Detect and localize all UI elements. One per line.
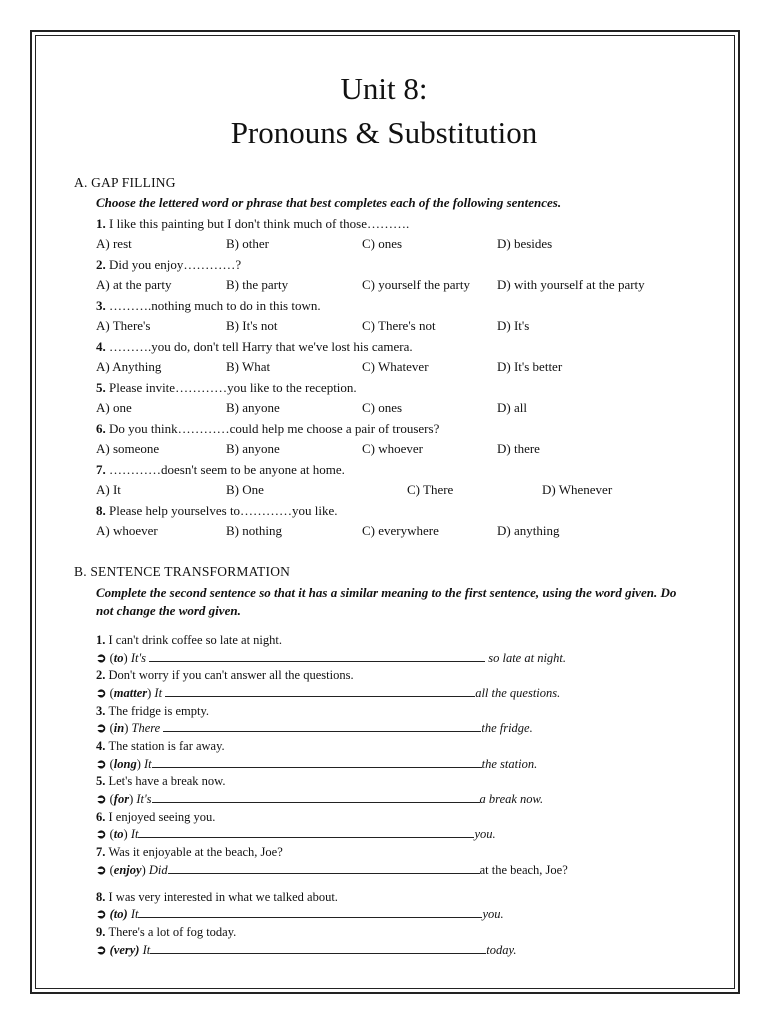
original-sentence-7: 7. Was it enjoyable at the beach, Joe? (96, 845, 283, 859)
question-6: 6. Do you think…………could help me choose a pair of trousers? (96, 421, 440, 436)
answer-blank[interactable] (138, 907, 482, 918)
arrow-icon: ➲ (96, 907, 107, 921)
answer-row-1: ➲ (to) It's so late at night. (96, 651, 567, 665)
section-a-heading: A. GAP FILLING (74, 175, 176, 190)
option-d[interactable]: D) all (497, 400, 527, 415)
option-d[interactable]: D) besides (497, 236, 553, 251)
answer-blank[interactable] (152, 792, 480, 803)
arrow-icon: ➲ (96, 651, 107, 665)
answer-blank[interactable] (150, 943, 486, 954)
answer-blank[interactable] (152, 757, 482, 768)
answer-row-7: ➲ (enjoy) Did at the beach, Joe? (96, 863, 568, 877)
option-b[interactable]: B) anyone (226, 400, 280, 415)
option-c[interactable]: C) whoever (362, 441, 424, 456)
arrow-icon: ➲ (96, 721, 107, 735)
arrow-icon: ➲ (96, 792, 107, 806)
option-c[interactable]: C) There's not (362, 318, 436, 333)
option-b[interactable]: B) nothing (226, 523, 282, 538)
question-8: 8. Please help yourselves to…………you like. (96, 503, 338, 518)
options-5 (96, 400, 696, 416)
answer-blank[interactable] (168, 863, 480, 874)
option-a[interactable]: A) It (96, 482, 121, 497)
unit-title: Unit 8: (340, 71, 428, 106)
option-b[interactable]: B) anyone (226, 441, 280, 456)
answer-row-2: ➲ (matter) It all the questions. (96, 686, 561, 700)
options-2 (96, 277, 696, 293)
option-c[interactable]: C) There (407, 482, 454, 497)
option-d[interactable]: D) It's (497, 318, 530, 333)
option-a[interactable]: A) whoever (96, 523, 158, 538)
option-d[interactable]: D) there (497, 441, 540, 456)
option-a[interactable]: A) Anything (96, 359, 162, 374)
option-d[interactable]: D) It's better (497, 359, 563, 374)
option-b[interactable]: B) What (226, 359, 271, 374)
original-sentence-6: 6. I enjoyed seeing you. (96, 810, 216, 824)
original-sentence-3: 3. The fridge is empty. (96, 704, 210, 718)
option-a[interactable]: A) at the party (96, 277, 172, 292)
option-d[interactable]: D) with yourself at the party (497, 277, 645, 292)
original-sentence-8: 8. I was very interested in what we talked about. (96, 890, 338, 904)
original-sentence-1: 1. I can't drink coffee so late at night. (96, 633, 282, 647)
original-sentence-2: 2. Don't worry if you can't answer all the questions. (96, 668, 354, 682)
answer-row-5: ➲ (for) It's a break now. (96, 792, 544, 806)
question-7: 7. …………doesn't seem to be anyone at home. (96, 462, 345, 477)
option-a[interactable]: A) rest (96, 236, 132, 251)
option-b[interactable]: B) It's not (226, 318, 278, 333)
answer-blank[interactable] (165, 686, 475, 697)
question-5: 5. Please invite…………you like to the reception. (96, 380, 357, 395)
option-c[interactable]: C) Whatever (362, 359, 429, 374)
option-c[interactable]: C) ones (362, 400, 403, 415)
original-sentence-9: 9. There's a lot of fog today. (96, 925, 237, 939)
options-8 (96, 523, 696, 539)
answer-blank[interactable] (138, 827, 474, 838)
option-b[interactable]: B) One (226, 482, 264, 497)
question-4: 4. ……….you do, don't tell Harry that we've lost his camera. (96, 339, 413, 354)
option-c[interactable]: C) yourself the party (362, 277, 470, 292)
unit-subtitle: Pronouns & Substitution (230, 115, 538, 150)
original-sentence-5: 5. Let's have a break now. (96, 774, 226, 788)
question-1: 1. I like this painting but I don't think much of those………. (96, 216, 410, 231)
options-6 (96, 441, 696, 457)
options-3 (96, 318, 696, 334)
question-2: 2. Did you enjoy…………? (96, 257, 242, 272)
section-b-instruction: Complete the second sentence so that it has a similar meaning to the first sentence, using the word given. Do not change the word given. (96, 585, 677, 618)
option-c[interactable]: C) everywhere (362, 523, 439, 538)
options-4 (96, 359, 696, 375)
options-1 (96, 236, 696, 252)
option-c[interactable]: C) ones (362, 236, 403, 251)
answer-row-9: ➲ (very) It today. (96, 943, 517, 957)
option-a[interactable]: A) one (96, 400, 132, 415)
arrow-icon: ➲ (96, 757, 107, 771)
original-sentence-4: 4. The station is far away. (96, 739, 225, 753)
answer-row-3: ➲ (in) There the fridge. (96, 721, 533, 735)
section-a-instruction: Choose the lettered word or phrase that best completes each of the following sentences. (96, 195, 562, 210)
arrow-icon: ➲ (96, 827, 107, 841)
arrow-icon: ➲ (96, 863, 107, 877)
arrow-icon: ➲ (96, 686, 107, 700)
answer-row-8: ➲ (to) It you. (96, 907, 504, 921)
answer-blank[interactable] (149, 651, 485, 662)
arrow-icon: ➲ (96, 943, 107, 957)
answer-blank[interactable] (163, 721, 481, 732)
options-7 (96, 482, 696, 498)
option-d[interactable]: D) Whenever (542, 482, 613, 497)
section-b-heading: B. SENTENCE TRANSFORMATION (74, 564, 291, 579)
question-3: 3. ……….nothing much to do in this town. (96, 298, 321, 313)
option-a[interactable]: A) someone (96, 441, 160, 456)
answer-row-6: ➲ (to) It you. (96, 827, 496, 841)
option-a[interactable]: A) There's (96, 318, 151, 333)
answer-row-4: ➲ (long) It the station. (96, 757, 538, 771)
option-b[interactable]: B) other (226, 236, 269, 251)
option-b[interactable]: B) the party (226, 277, 289, 292)
option-d[interactable]: D) anything (497, 523, 560, 538)
